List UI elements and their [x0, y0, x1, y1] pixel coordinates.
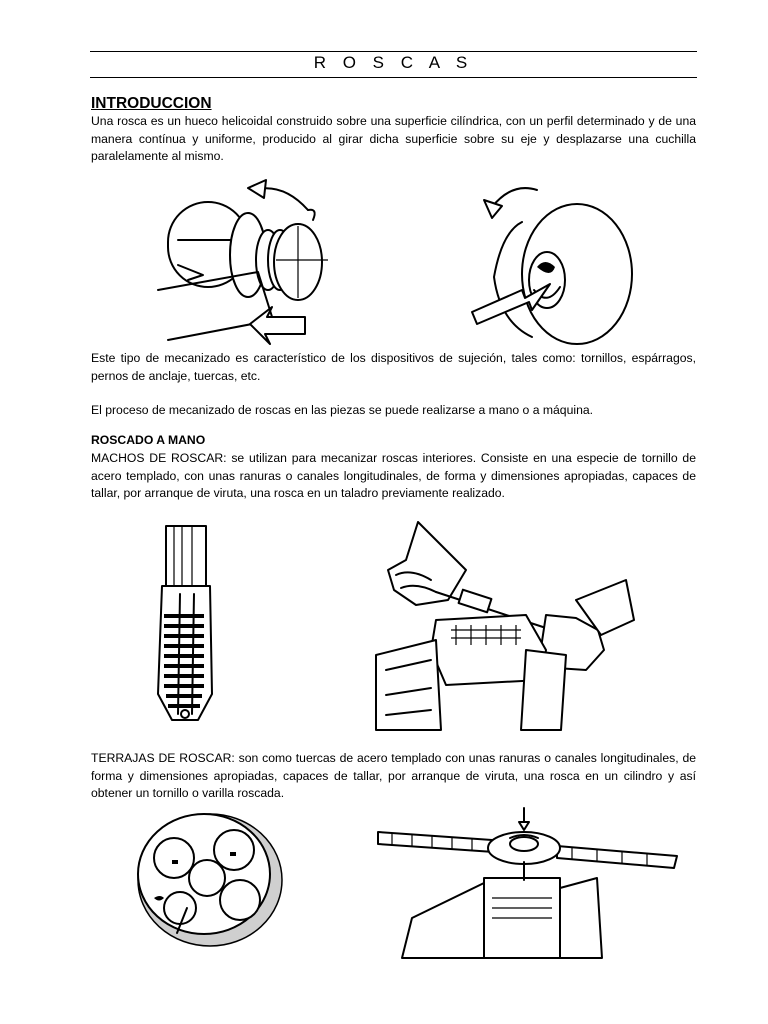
proceso-paragraph: El proceso de mecanizado de roscas en las piezas se puede realizarse a mano o a máquina.: [91, 403, 594, 417]
internal-thread-illustration: [462, 182, 637, 347]
roscado-a-mano-heading: ROSCADO A MANO: [91, 433, 206, 447]
external-thread-illustration: [148, 180, 333, 345]
introduction-heading: INTRODUCCION: [91, 95, 212, 112]
page-title: R O S C A S: [313, 53, 474, 72]
threading-die-illustration: [132, 808, 282, 948]
machos-paragraph: MACHOS DE ROSCAR: se utilizan para mecanizar roscas interiores. Consiste en una especie de tornillo de acero templado, con unas ranuras o canales longitudinales, de forma y dimensiones apropiadas, capaces de tallar, por arranque de viruta, una rosca en un taladro previamente realizado.: [91, 451, 696, 500]
die-stock-vise-illustration: [372, 808, 682, 958]
title-bottom-rule: [90, 77, 697, 78]
sujecion-paragraph: Este tipo de mecanizado es característico de los dispositivos de sujeción, tales como: tornillos, espárragos, pernos de anclaje, tuercas, etc.: [91, 351, 696, 383]
tap-wrench-vise-illustration: [376, 520, 636, 730]
tap-illustration: [150, 524, 220, 729]
title-top-rule: [90, 51, 697, 52]
terrajas-paragraph: TERRAJAS DE ROSCAR: son como tuercas de acero templado con unas ranuras o canales longitudinales, de forma y dimensiones apropiadas, capaces de tallar, por arranque de viruta, una rosca en un cilindro y así obtener un tornillo o varilla roscada.: [91, 751, 696, 800]
introduction-paragraph: Una rosca es un hueco helicoidal construido sobre una superficie cilíndrica, con un perfil determinado y de una manera contínua y uniforme, producido al girar dicha superficie sobre su eje y desplazarse una cuchilla paralelamente al mismo.: [91, 114, 696, 163]
